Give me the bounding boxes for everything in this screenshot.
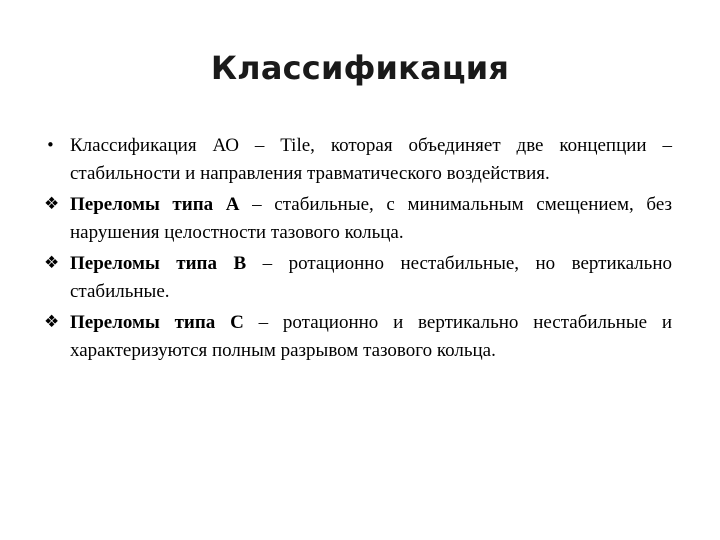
list-item-text: – ротационно нестабильные, но вертикально стабильные.: [70, 253, 672, 302]
list-item-lead: Переломы типа А: [70, 194, 240, 215]
diamond-bullet-icon: ❖: [44, 194, 60, 214]
classification-list: [44, 132, 672, 368]
bullet-dot-icon: •: [46, 136, 55, 154]
diamond-bullet-icon: ❖: [44, 253, 60, 273]
list-item: [44, 191, 672, 246]
list-item-text: – стабильные, с минимальным смещением, без нарушения целостности тазового кольца.: [70, 194, 672, 243]
slide-title: Классификация: [210, 49, 510, 87]
list-item: [44, 309, 672, 364]
diamond-bullet-icon: ❖: [44, 312, 60, 332]
list-item-text: – ротационно и вертикально нестабильные и характеризуются полным разрывом тазового кольца.: [70, 312, 672, 361]
list-item: [44, 250, 672, 305]
list-item-lead: Переломы типа С: [70, 312, 244, 333]
list-item: [44, 132, 672, 187]
list-item-text: Классификация АО – Tile, которая объединяет две концепции – стабильности и направления травматического воздействия.: [70, 135, 672, 184]
list-item-lead: Переломы типа В: [70, 253, 247, 274]
